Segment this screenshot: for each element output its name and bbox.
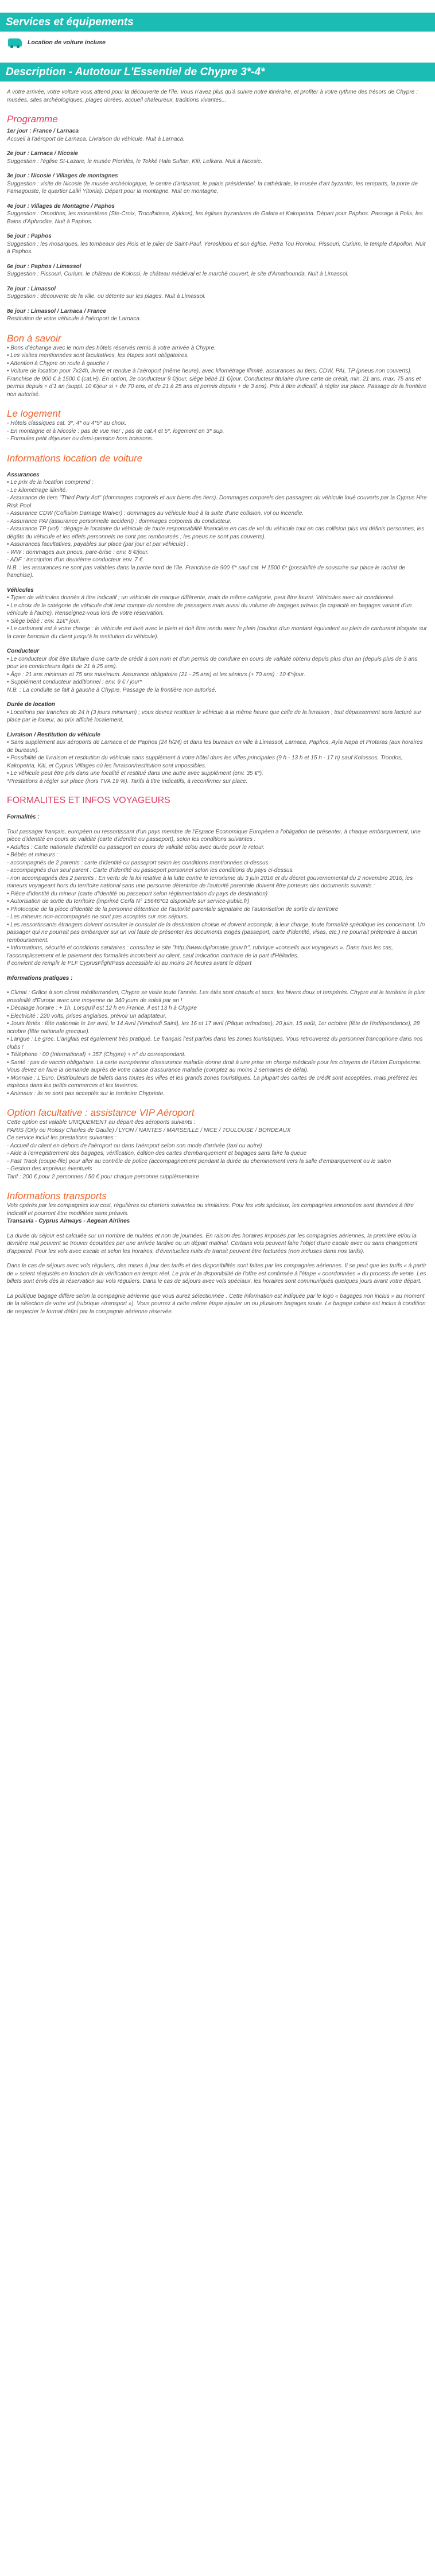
list-item: • Assurances facultatives, payables sur place (par jour et par véhicule) : (7, 541, 189, 548)
list-item: • Possibilité de livraison et restitution du véhicule sans supplément à votre hôtel dans les villes principales (9 h - 13 h et 15 h - 17 h) sauf Kolossos, Troodos, Kakopetria, Kiti, et Cyprus Villages où les livraison/restitution sont impossibles. (7, 755, 403, 769)
programme-title: Programme (7, 114, 58, 125)
transport-paragraph: Dans le cas de séjours avec vols réguliers, des mises à jour des tarifs et des disponibilités sont faites par les compagnies aériennes. Il se peut que les tarifs « à partir de » soient réajustés en fonction de la vérification en temps réel. Le prix et la disponibilité de l'offre est confirmée à l'étape « coordonnées » du process de vente. Les billets sont émis dès la réservation sur vols réguliers. Dans le cas de séjours avec vols spéciaux, les horaires sont communiqués quelques jours avant votre départ. (7, 1263, 426, 1285)
list-item: N.B. : La conduite se fait à gauche à Chypre. Passage de la frontière non autorisé. (7, 686, 217, 693)
list-item: - Aide à l'enregistrement des bagages, vérification, édition des cartes d'embarquement et bagages sans faire la queue (7, 1150, 307, 1157)
option-list (7, 1119, 427, 1181)
equipment-item (0, 32, 435, 50)
list-item: • Santé : pas de vaccin obligatoire. La carte européenne d'assurance maladie donne droit à une prise en charge médicale pour les citoyens de l'Union Européenne. Vous devez en faire la demande auprès de votre caisse d'assurance maladie (comptez au moins 2 semaines de délai). (7, 1059, 422, 1073)
list-item: Ce service inclut les prestations suivantes : (7, 1135, 117, 1141)
description-header: Description - Autotour L'Essentiel de Chypre 3*-4* (0, 63, 435, 82)
formalites-subtitle: Formalités : (7, 814, 40, 820)
bon-a-savoir-title: Bon à savoir (7, 332, 61, 344)
list-item: • Le véhicule peut être pris dans une localité et restitué dans une autre avec supplément (env. 35 €*). (7, 770, 263, 777)
duree-list (7, 709, 427, 724)
conducteur-title: Conducteur (7, 648, 40, 654)
list-item: • Bébés et mineurs : (7, 852, 59, 858)
equipment-label: Location de voiture incluse (28, 39, 106, 46)
list-item: • Le carburant est à votre charge : le véhicule est livré avec le plein et doit être rendu avec le plein (caution d'un montant équivalent au plein de carburant bloquée sur la carte bancaire du client jusqu'à la restitution du véhicule). (7, 626, 427, 640)
list-item: • Sans supplément aux aéroports de Larnaca et de Paphos (24 h/24) et dans les bureaux en ville à Limassol, Larnaca, Paphos, Ayia Napa et Protaras (aux horaires de bureaux). (7, 739, 423, 754)
car-icon (8, 38, 22, 46)
services-header: Services et équipements (0, 13, 435, 32)
list-item: Il convient de remplir le PLF CyprusFlightPass accessible ici au moins 24 heures avant le départ (7, 960, 252, 967)
list-item: - Fast Track (coupe-file) pour aller au contrôle de police (accompagnement pendant la durée du cheminement vers la salle d'embarquement ou le salon (7, 1158, 391, 1165)
list-item: PARIS (Orly ou Roissy Charles de Gaulle) / LYON / NANTES / MARSEILLE / NICE / TOULOUSE / BORDEAUX (7, 1127, 291, 1134)
pratiques-title: Informations pratiques : (7, 975, 73, 981)
content (0, 82, 435, 1316)
list-item: • Attention à Chypre on roule à gauche ! (7, 360, 109, 367)
list-item: - Gestion des imprévus éventuels (7, 1166, 92, 1172)
list-item: • Adultes : Carte nationale d'identité ou passeport en cours de validité et/ou avec durée pour le retour. (7, 844, 265, 851)
list-item: • Les ressortissants étrangers doivent consulter le consulat de la destination choisie et doivent accomplir, à leur charge, toute formalité spécifique les concernant. Un passager qui ne pourrait pas embarquer sur un vol faute de présenter les documents exigés (passeport, carte d'identité, visas, etc.) ne pourrait prétendre à aucun remboursement. (7, 921, 425, 944)
list-item: • Autorisation de sortie du territoire (imprimé Cerfa N° 15646*01 disponible sur service-public.fr) (7, 898, 250, 905)
list-item: Tarif : 200 € pour 2 personnes / 50 € pour chaque personne supplémentaire (7, 1173, 199, 1180)
list-item: • Photocopie de la pièce d'identité de la personne détentrice de l'autorité parentale signataire de l'autorisation de sortie du territoire (7, 906, 339, 913)
list-item: • Âge : 21 ans minimum et 75 ans maximum. Assurance obligatoire (21 - 25 ans) et les séniors (+ 70 ans) : 10 €*/jour. (7, 671, 305, 678)
intro-text: A votre arrivée, votre voiture vous attend pour la découverte de l'île. Vous n'avez plus qu'à suivre notre itinéraire, et profiter à votre rythme des trésors de Chypre : musées, sites archéologiques, plages dorées, accueil chaleureux, traditions vivantes... (7, 89, 418, 103)
option-title: Option facultative : assistance VIP Aéroport (7, 1107, 195, 1118)
list-item: - Hôtels classiques cat. 3*, 4* ou 4*5* au choix. (7, 420, 127, 426)
list-item: • Décalage horaire : + 1h. Lorsqu'il est 12 h en France, il est 13 h à Chypre (7, 1005, 197, 1011)
location-title: Informations location de voiture (7, 452, 143, 464)
list-item: Tout passager français, européen ou ressortissant d'un pays membre de l'Espace Economique Européen a l'obligation de présenter, à chaque embarquement, une pièce d'identité en cours de validité (carte d'identité ou passeport), selon les conditions suivantes : (7, 828, 421, 843)
list-item: - Le kilométrage illimité. (7, 487, 68, 494)
list-item: • Locations par tranches de 24 h (3 jours minimum) ; vous devrez restituer le véhicule à la même heure que celle de la livraison ; tout dépassement sera facturé sur place par le loueur, au prix affiché localement. (7, 709, 422, 723)
list-item: • Informations, sécurité et conditions sanitaires : consultez le site "http://www.diplomatie.gouv.fr", rubrique «conseils aux voyageurs ». Dans tous les cas, l'accomplissement et le paiement des formalités incombent au client, sauf indication contraire de la part d'Héliades. (7, 945, 393, 959)
list-item: • Le conducteur doit être titulaire d'une carte de crédit à son nom et d'un permis de conduire en cours de validité obtenu depuis plus d'un an (depuis plus de 3 ans pour les conducteurs âgés de 21 à 25 ans). (7, 655, 418, 670)
list-item: • Climat : Grâce à son climat méditerranéen, Chypre se visite toute l'année. Les étés sont chauds et secs, les hivers doux et tempérés. Chypre est le territoire le plus ensoleillé d'Europe avec une moyenne de 340 jours de soleil par an ! (7, 990, 425, 1004)
bon-a-savoir-list (7, 344, 427, 399)
livraison-title: Livraison / Restitution du véhicule (7, 731, 100, 738)
list-item: *Prestations à régler sur place (hors TVA 19 %). Tarifs à titre indicatifs, à reconfirmer sur place. (7, 778, 248, 785)
logement-list (7, 420, 427, 443)
assurances-title: Assurances (7, 471, 40, 478)
list-item: • Monnaie : L'Euro. Distributeurs de billets dans toutes les villes et les grands zones touristiques. La plupart des cartes de crédit sont acceptées, mais préférez les espèces dans les petits commerces et les tavernes. (7, 1074, 418, 1089)
list-item: • Jours fériés : fête nationale le 1er avril, le 14 Avril (Vendredi Saint), les 16 et 17 avril (Pâque orthodoxe), 20 juin, 15 août, 1er octobre (fête de l'indépendance), 28 octobre (fête nationale grecque). (7, 1021, 420, 1035)
transports-list (7, 1202, 427, 1225)
list-item: • Siège bébé : env. 11€* jour. (7, 618, 80, 624)
list-item: • Langue : Le grec. L'anglais est également très pratiqué. Le français l'est parfois dans les zones touristiques. Vous retrouverez du personnel francophone dans nos clubs ! (7, 1036, 423, 1050)
day-item: 6e jour : Paphos / Limassol Suggestion : Pissouri, Curium, le château de Kolossi, le château médiéval et le marché couvert, le site d'Amathounda. Nuit à Limassol. (7, 263, 349, 277)
logement-title: Le logement (7, 408, 61, 419)
transport-paragraph: La politique bagage diffère selon la compagnie aérienne que vous aurez sélectionnée . Cette information est indiquée par le logo « bagages non inclus » au moment de la sélection de votre vol (rubrique «transport »). Vous pourrez à cette même étape ajouter un ou plusieurs bagages soute. Le bagage cabine est inclus à condition de respecter le format défini par la compagnie aérienne réservée. (7, 1293, 426, 1315)
list-item: - non accompagnés des 2 parents : En vertu de la loi relative à la lutte contre le terrorisme du 3 juin 2016 et du décret gouvernemental du 2 novembre 2016, les mineurs voyageant hors du territoire national sans une personne détentrice de l'autorité parentale doivent être porteurs des documents suivants : (7, 875, 413, 889)
day-item: 4e jour : Villages de Montagne / Paphos Suggestion : Omodhos, les monastères (Ste-Croix, Troodhitissa, Kykkos), les églises byzantines de Galata et Kakopetria. Départ pour Paphos. Passage à Polis, les Bains d'Aphrodite. Nuit à Paphos. (7, 203, 423, 225)
day-item: 2e jour : Larnaca / Nicosie Suggestion : l'église St-Lazare, le musée Pieridès, le Tekké Hala Sultan, Kiti, Lefkara. Nuit à Nicosie. (7, 150, 263, 165)
list-item: • Supplément conducteur additionnel : env. 9 € / jour* (7, 679, 142, 685)
list-item: - ADF : inscription d'un deuxième conducteur env. 7 €. (7, 557, 145, 563)
transports-title: Informations transports (7, 1190, 107, 1201)
day-item: 5e jour : Paphos Suggestion : les mosaïques, les tombeaux des Rois et le pilier de Saint-Paul. Yeroskipou et son église. Petra Tou Romiou, Pissouri, Curium, le temple d'Apollon. Nuit à Paphos. (7, 233, 426, 255)
list-item: • Pièce d'identité du mineur (carte d'identité ou passeport selon réglementation du pays de destination) (7, 890, 268, 897)
list-item: • Le choix de la catégorie de véhicule doit tenir compte du nombre de passagers mais aussi du volume de bagages prévus (la capacité en bagages variant d'un véhicule à l'autre). Renseignez-vous lors de votre réservation. (7, 602, 412, 616)
duree-title: Durée de location (7, 701, 55, 708)
list-item: - Assurance de tiers "Third Party Act" (dommages corporels et aux biens des tiers). Dommages corporels des passagers du véhicule loué couverts par la Cyprus Hire Risk Pool (7, 495, 427, 509)
list-item: - Accueil du client en dehors de l'aéroport ou dans l'aéroport selon son mode d'arrivée (taxi ou autre) (7, 1142, 262, 1149)
list-item: - WW : dommages aux pneus, pare-brise : env. 8 €/jour. (7, 549, 149, 556)
list-item: • Electricité : 220 volts, prises anglaises, prévoir un adaptateur. (7, 1012, 167, 1019)
day-item: 8e jour : Limassol / Larnaca / France Restitution de votre véhicule à l'aéroport de Larnaca. (7, 308, 141, 322)
vehicules-list (7, 594, 427, 641)
list-item: • Voiture de location pour 7x24h, livrée et rendue à l'aéroport (même heure), avec kilométrage illimité, assurances au tiers, CDW, PAI, TP (pneus non couverts). Franchise de 900 € à 1500 € (cat.H). En option, 2e conducteur 9 €/jour, siège bébé 11 €/jour. Conducteur titulaire d'une carte de crédit, min. 21 ans, max. 75 ans et permis depuis + d'1 an (suppl. 10 €/jour si + de 70 ans, et de 21 à 25 ans et permis depuis + de 3 ans). Prix à titre indicatif, à régler sur place. Passage de la frontière non autorisé. (7, 368, 426, 398)
list-item: • Le prix de la location comprend : (7, 479, 94, 486)
vehicules-title: Véhicules (7, 587, 34, 593)
day-item: 3e jour : Nicosie / Villages de montagnes Suggestion : visite de Nicosie (le musée archéologique, le centre d'artisanat, le palais présidentiel, la cathédrale, le musée d'art byzantin, les remparts, la porte de Famagouste, le quartier Laiki Yitonia). Départ pour la montagne. Nuit en montagne. (7, 173, 418, 195)
conducteur-list (7, 655, 427, 695)
list-item: - accompagnés de 2 parents : carte d'identité ou passeport selon les conditions mentionnées ci-dessus. (7, 859, 270, 866)
formalites-title: FORMALITES ET INFOS VOYAGEURS (7, 796, 170, 805)
list-item: - Assurance TP (vol) : dégage le locataire du véhicule de toute responsabilité financière en cas de vol du véhicule tout en cas collision plus vol définis personnes, les dégâts du véhicule et les effets personnels ne sont pas remboursés ; les pneus ne sont pas couverts). (7, 526, 425, 540)
list-item: • Animaux : ils ne sont pas acceptés sur le territoire Chypriote. (7, 1090, 165, 1097)
formalites-list (7, 828, 427, 968)
pratiques-list (7, 989, 427, 1097)
list-item: • Bons d'échange avec le nom des hôtels réservés remis à votre arrivée à Chypre. (7, 344, 216, 351)
airlines-text: Transavia - Cyprus Airways - Aegean Airlines (7, 1218, 130, 1224)
transport-paragraph: La durée du séjour est calculée sur un nombre de nuitées et non de journées. En raison des horaires imposés par les compagnies aériennes, la première et/ou la dernière nuit peuvent se trouver écourtées par une arrivée tardive ou un départ matinal. Certains vols peuvent faire l'objet d'une escale avec ou sans changement d'appareil. Pour les vols avec escale et selon les horaires, d'éventuelles nuits de transit peuvent être facturées (non incluses dans nos tarifs). (7, 1232, 418, 1255)
list-item: - Les mineurs non-accompagnés ne sont pas acceptés sur nos séjours. (7, 914, 189, 920)
list-item: N.B. : les assurances ne sont pas valables dans la partie nord de l'île. Franchise de 900 €* sauf cat. H 1500 €* (possibilité de souscrire sur place le rachat de franchise). (7, 564, 405, 579)
list-item: - Assurance PAI (assurance personnelle accident) : dommages corporels du conducteur. (7, 518, 232, 525)
list-item: - accompagnés d'un seul parent : Carte d'identité ou passeport personnel selon les conditions du pays ci-dessus. (7, 867, 294, 874)
programme-days (7, 127, 427, 323)
list-item: • Téléphone : 00 (International) + 357 (Chypre) + n° du correspondant. (7, 1052, 186, 1058)
list-item: • Types de véhicules donnés à titre indicatif ; un véhicule de marque différente, mais de même catégorie, peut être fourni. Véhicules avec air conditionné. (7, 595, 395, 601)
list-item: • Les visites mentionnées sont facultatives, les étapes sont obligatoires. (7, 352, 189, 359)
day-item: 1er jour : France / Larnaca Accueil à l'aéroport de Larnaca. Livraison du véhicule. Nuit à Larnaca. (7, 128, 185, 142)
assurances-list (7, 479, 427, 580)
list-item: - Assurance CDW (Collision Damage Waiver) : dommages au véhicule loué à la suite d'une collision, vol ou incendie. (7, 510, 304, 517)
day-item: 7e jour : Limassol Suggestion : découverte de la ville, ou détente sur les plages. Nuit à Limassol. (7, 285, 206, 300)
list-item: - En montagne et à Nicosie : pas de vue mer ; pas de cat.4 et 5*, logement en 3* sup. (7, 428, 224, 434)
list-item: - Formules petit déjeuner ou demi-pension hors boissons. (7, 436, 154, 442)
list-item: Vols opérés par les compagnies low cost, régulières ou charters suivantes ou similaires. Pour les vols spéciaux, les compagnies annoncées sont données à titre indicatif et pourront être modifiées sans préavis. (7, 1202, 414, 1217)
list-item: Cette option est valable UNIQUEMENT au départ des aéroports suivants : (7, 1119, 196, 1126)
livraison-list (7, 739, 427, 785)
